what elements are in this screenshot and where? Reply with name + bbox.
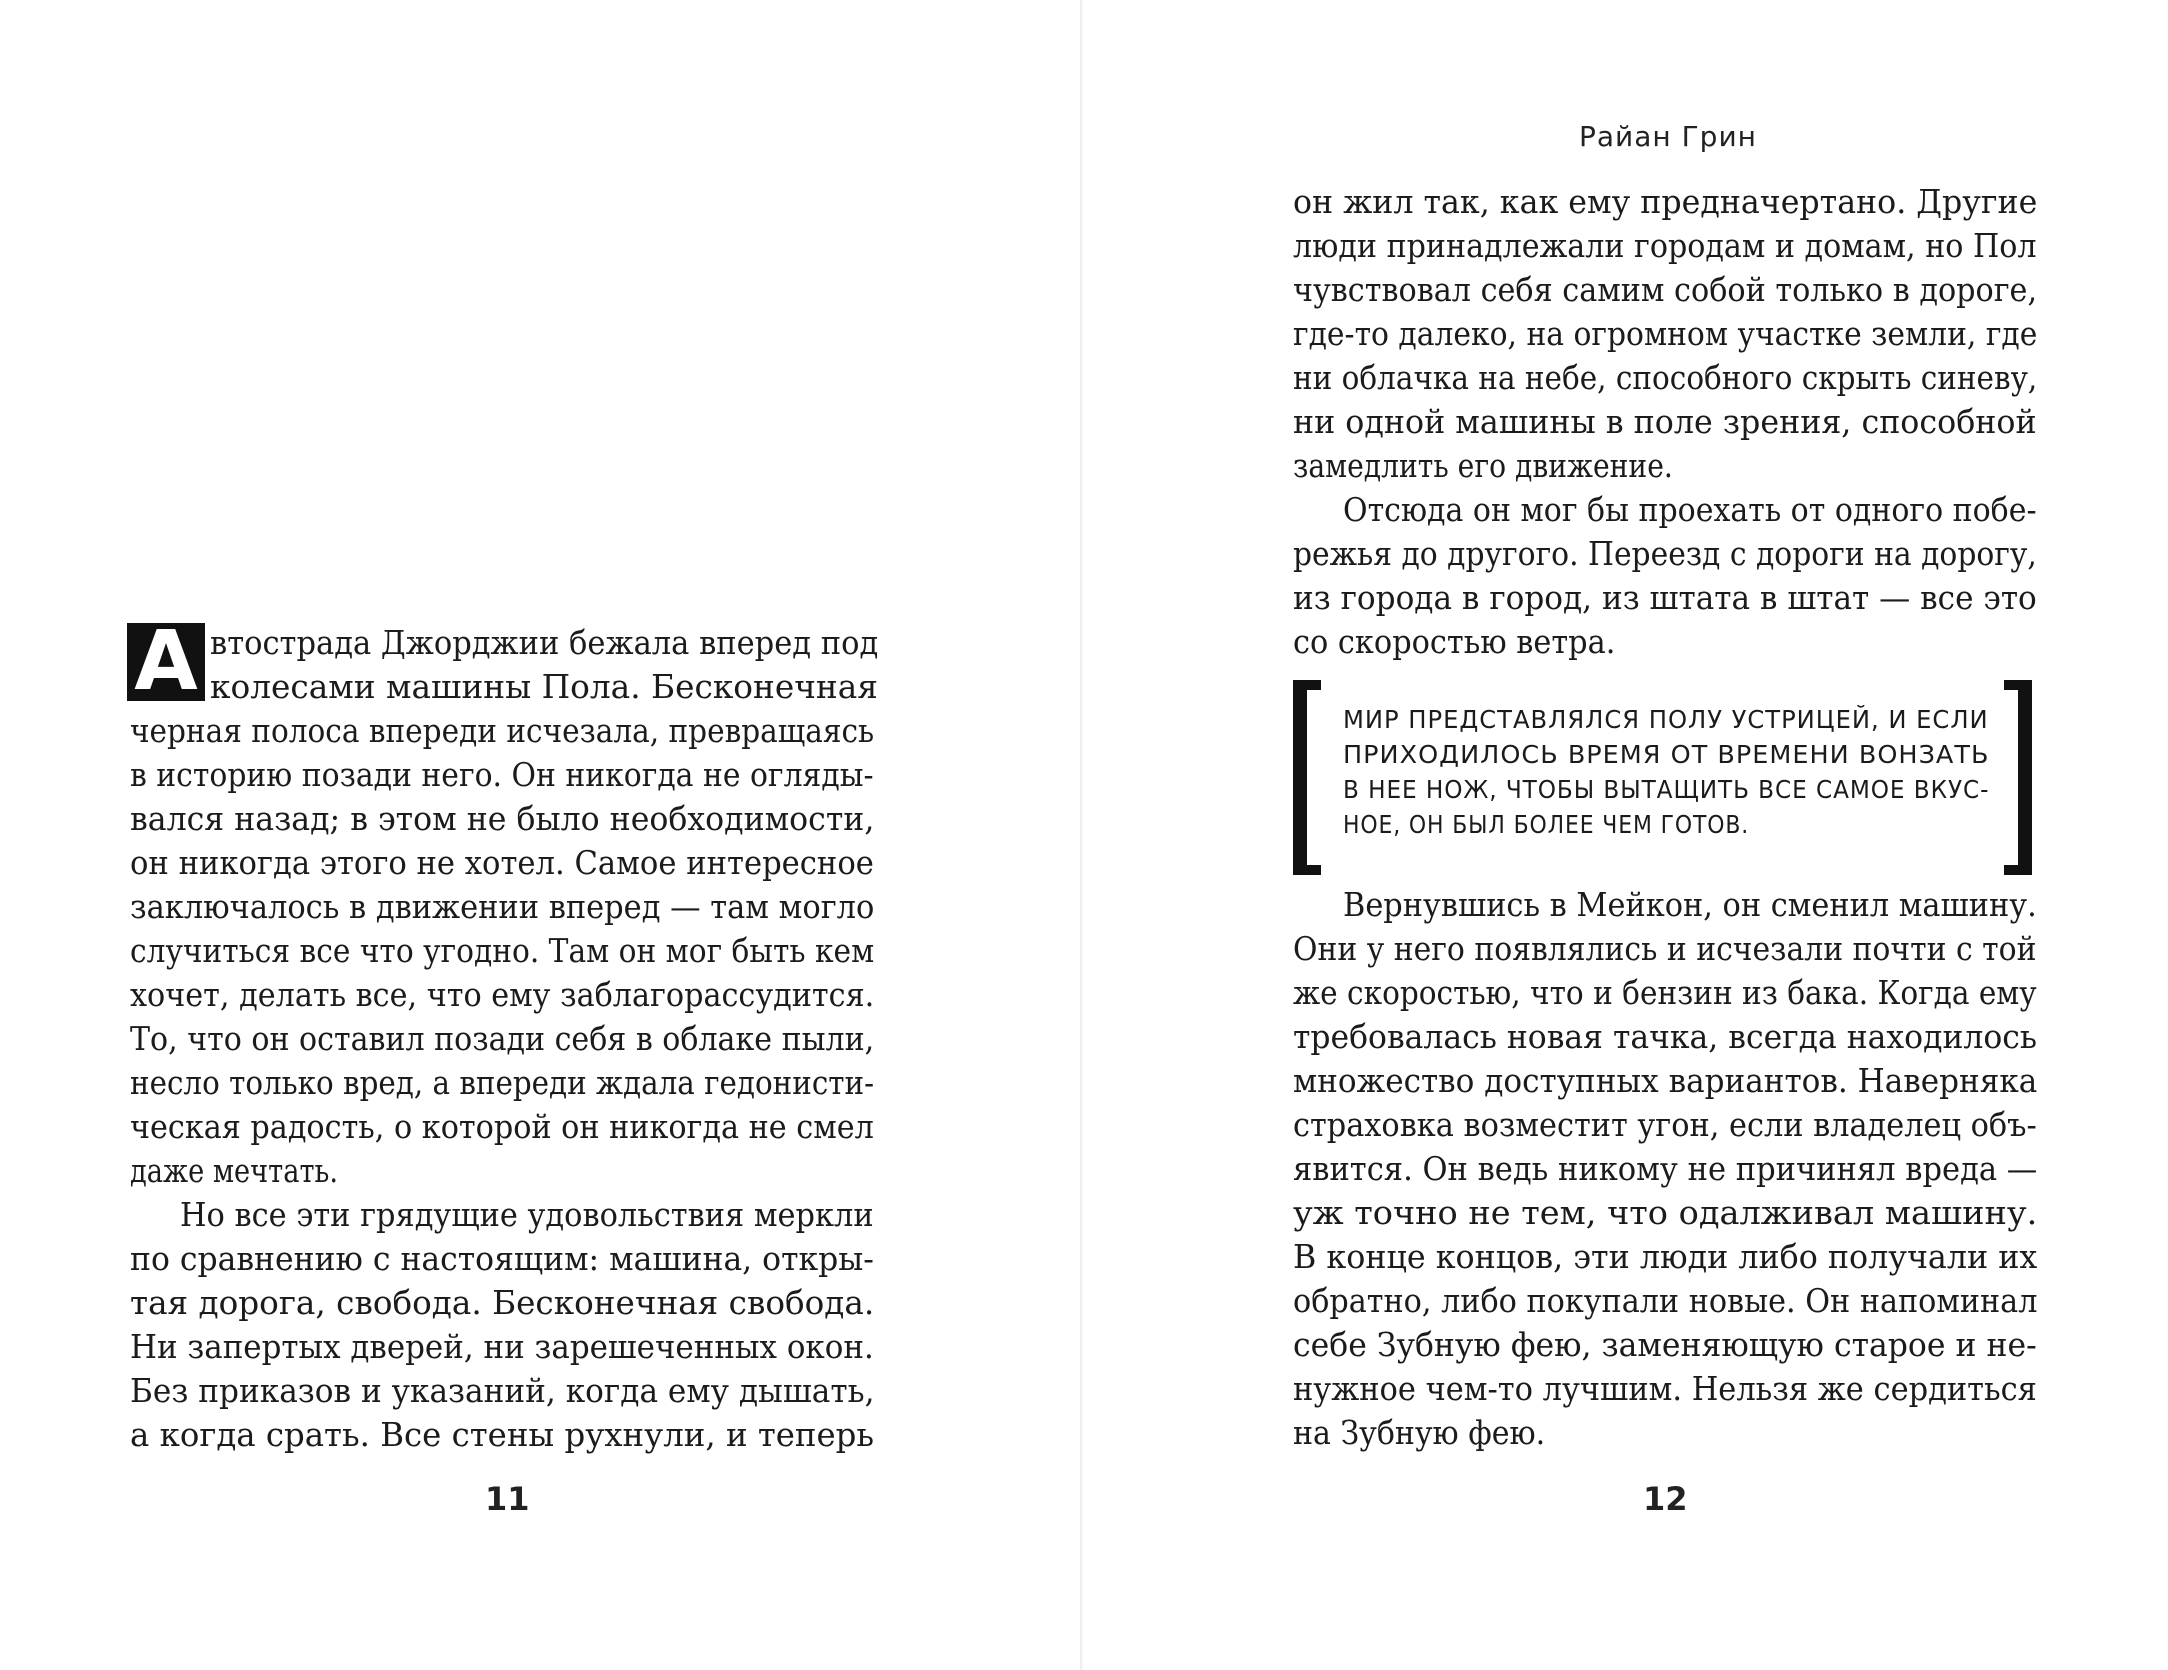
text-line: Но все эти грядущие удовольствия меркли [180,1195,874,1234]
page-number: 12 [1643,1480,1688,1518]
text-line: Они у него появлялись и исчезали почти с той [1293,929,2037,968]
text-line: множество доступных вариантов. Наверняка [1293,1061,2038,1100]
text-line: тая дорога, свобода. Бесконечная свобода. [130,1283,875,1322]
text-line: он никогда этого не хотел. Самое интересное [130,843,874,882]
drop-cap [127,614,205,709]
text-line: ни облачка на небе, способного скрыть синеву, [1293,358,2038,397]
left-page [0,0,1080,1670]
text-line: а когда срать. Все стены рухнули, и теперь [130,1415,875,1454]
pull-quote-right-bracket [2004,680,2032,875]
text-line: явится. Он ведь никому не причинял вреда — [1293,1149,2038,1188]
text-line: нужное чем-то лучшим. Нельзя же сердиться [1293,1369,2037,1408]
text-line: обратно, либо покупали новые. Он напоминал [1293,1281,2038,1320]
text-line: себе Зубную фею, заменяющую старое и не- [1293,1325,2037,1364]
text-line: на Зубную фею. [1293,1413,1546,1452]
text-line: То, что он оставил позади себя в облаке пыли, [130,1019,875,1058]
text-line: со скоростью ветра. [1293,622,1616,661]
pull-quote-line: НОЕ, ОН БЫЛ БОЛЕЕ ЧЕМ ГОТОВ. [1343,810,1750,839]
text-line: требовалась новая тачка, всегда находилось [1293,1017,2038,1056]
pull-quote-line: В НЕЕ НОЖ, ЧТОБЫ ВЫТАЩИТЬ ВСЕ САМОЕ ВКУС- [1343,775,1990,804]
text-line: случиться все что угодно. Там он мог быть кем [130,931,875,970]
text-line: чувствовал себя самим собой только в дороге, [1293,270,2038,309]
text-line: даже мечтать. [130,1151,339,1190]
drop-cap-letter: А [134,614,198,709]
text-line: несло только вред, а впереди ждала гедонисти- [130,1063,875,1102]
text-line: заключалось в движении вперед — там могло [130,887,875,926]
pull-quote-line: ПРИХОДИЛОСЬ ВРЕМЯ ОТ ВРЕМЕНИ ВОНЗАТЬ [1343,740,1990,769]
pull-quote-line: МИР ПРЕДСТАВЛЯЛСЯ ПОЛУ УСТРИЦЕЙ, И ЕСЛИ [1343,705,1989,734]
text-line: в историю позади него. Он никогда не огляды- [130,755,874,794]
text-line: ческая радость, о которой он никогда не смел [130,1107,874,1146]
text-line: замедлить его движение. [1293,446,1673,485]
text-line: где-то далеко, на огромном участке земли, где [1293,314,2038,353]
text-line: Без приказов и указаний, когда ему дышать, [130,1371,875,1410]
text-line: ни одной машины в поле зрения, способной [1293,402,2037,441]
text-line: вался назад; в этом не было необходимости, [130,799,875,838]
text-line: же скоростью, что и бензин из бака. Когда ему [1293,973,2037,1012]
text-line: из города в город, из штата в штат — все это [1293,578,2037,617]
text-line: В конце концов, эти люди либо получали их [1293,1237,2038,1276]
text-line: хочет, делать все, что ему заблагорассудится. [130,975,875,1014]
text-line: Ни запертых дверей, ни зарешеченных окон. [130,1327,874,1366]
text-line: люди принадлежали городам и домам, но Пол [1293,226,2037,265]
text-line: страховка возместит угон, если владелец объ- [1293,1105,2037,1144]
page-number: 11 [485,1480,530,1518]
text-line: Отсюда он мог бы проехать от одного побе- [1343,490,2037,529]
text-line: режья до другого. Переезд с дороги на дорогу, [1293,534,2037,573]
text-line: черная полоса впереди исчезала, превращаясь [130,711,875,750]
text-line: Вернувшись в Мейкон, он сменил машину. [1343,885,2037,924]
text-line: он жил так, как ему предначертано. Другие [1293,182,2038,221]
running-head: Райан Грин [1579,120,1757,153]
text-line: по сравнению с настоящим: машина, откры- [130,1239,874,1278]
text-line: втострада Джорджии бежала вперед под [210,623,879,662]
text-line: уж точно не тем, что одалживал машину. [1293,1193,2038,1232]
pull-quote-left-bracket [1293,680,1321,875]
text-line: колесами машины Пола. Бесконечная [210,667,878,706]
